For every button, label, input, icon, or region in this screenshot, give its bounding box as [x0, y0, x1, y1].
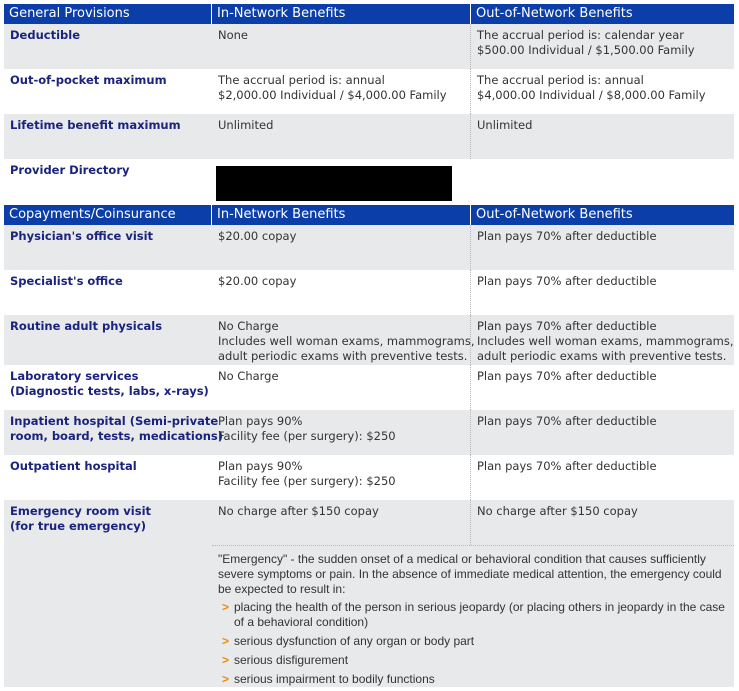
table-row — [4, 410, 734, 455]
row-label: Lifetime benefit maximum — [10, 118, 181, 132]
out-network-value: Plan pays 70% after deductible — [477, 414, 657, 428]
chevron-right-icon: > — [222, 600, 230, 614]
redaction-box — [216, 166, 452, 201]
table-row — [4, 24, 734, 69]
chevron-right-icon: > — [222, 653, 230, 667]
out-network-value: Plan pays 70% after deductible — [477, 369, 657, 383]
in-network-value: Unlimited — [212, 114, 471, 159]
list-item: > serious dysfunction of any organ or body part — [222, 634, 475, 648]
in-network-value: $20.00 copay — [212, 270, 471, 315]
general-provisions-header — [4, 4, 734, 24]
chevron-right-icon: > — [222, 672, 230, 686]
in-network-value: No charge after $150 copay — [212, 500, 471, 545]
out-network-value: The accrual period is: annual $4,000.00 Individual / $8,000.00 Family — [477, 73, 706, 102]
out-network-value: No charge after $150 copay — [477, 504, 638, 518]
row-label: Outpatient hospital — [10, 459, 137, 473]
row-label: Deductible — [10, 28, 80, 42]
out-network-value: Plan pays 70% after deductible — [477, 229, 657, 243]
header-col-2: In-Network Benefits — [212, 4, 471, 24]
in-network-value: None — [212, 24, 471, 69]
list-item: > serious disfigurement — [222, 653, 349, 667]
row-label: Physician's office visit — [10, 229, 154, 243]
table-row — [4, 270, 734, 315]
header-col-1: General Provisions — [4, 4, 212, 24]
in-network-value: No Charge — [212, 365, 471, 410]
in-network-value: Plan pays 90% Facility fee (per surgery): $250 — [212, 410, 471, 455]
definition-list — [218, 600, 728, 687]
table-row — [4, 159, 734, 205]
table-row — [4, 500, 734, 545]
table-row — [4, 315, 734, 365]
definition-intro: "Emergency" - the sudden onset of a medical or behavioral condition that causes sufficiently severe symptoms or pain. In the absence of immediate medical attention, the emergency could be expected to result in: — [218, 552, 722, 596]
row-label: Provider Directory — [10, 163, 130, 177]
in-network-value: Plan pays 90% Facility fee (per surgery): $250 — [212, 455, 471, 500]
header-col-3: Out-of-Network Benefits — [476, 207, 633, 222]
in-network-value: $20.00 copay — [212, 225, 471, 270]
row-label: Inpatient hospital (Semi-private room, board, tests, medications) — [10, 414, 224, 443]
row-label: Routine adult physicals — [10, 319, 163, 333]
chevron-right-icon: > — [222, 634, 230, 648]
in-network-value: The accrual period is: annual $2,000.00 Individual / $4,000.00 Family — [212, 69, 471, 114]
row-label: Laboratory services (Diagnostic tests, labs, x-rays) — [10, 369, 209, 398]
out-network-value: Plan pays 70% after deductible Includes well woman exams, mammograms, adult periodic exams with preventive tests. — [477, 319, 734, 363]
emergency-definition-row — [4, 545, 734, 687]
benefits-table — [4, 4, 734, 687]
emergency-definition — [212, 545, 734, 691]
table-row — [4, 455, 734, 500]
copayments-header — [4, 205, 734, 225]
table-row — [4, 69, 734, 114]
list-item: > placing the health of the person in serious jeopardy (or placing others in jeopardy in the case of a behavioral condition) — [222, 600, 725, 629]
out-network-value: Plan pays 70% after deductible — [477, 274, 657, 288]
table-row — [4, 365, 734, 410]
header-col-2: In-Network Benefits — [212, 205, 471, 225]
out-network-value: Unlimited — [477, 118, 533, 132]
list-item: > serious impairment to bodily functions — [222, 672, 435, 686]
header-col-3: Out-of-Network Benefits — [476, 6, 633, 21]
row-label: Specialist's office — [10, 274, 123, 288]
in-network-value: No Charge Includes well woman exams, mammograms, adult periodic exams with preventive tests. — [212, 315, 471, 365]
row-label: Out-of-pocket maximum — [10, 73, 167, 87]
table-row — [4, 114, 734, 159]
table-row — [4, 225, 734, 270]
row-label: Emergency room visit (for true emergency) — [10, 504, 152, 533]
out-network-value: Plan pays 70% after deductible — [477, 459, 657, 473]
header-col-1: Copayments/Coinsurance — [4, 205, 212, 225]
out-network-value: The accrual period is: calendar year $500.00 Individual / $1,500.00 Family — [477, 28, 695, 57]
